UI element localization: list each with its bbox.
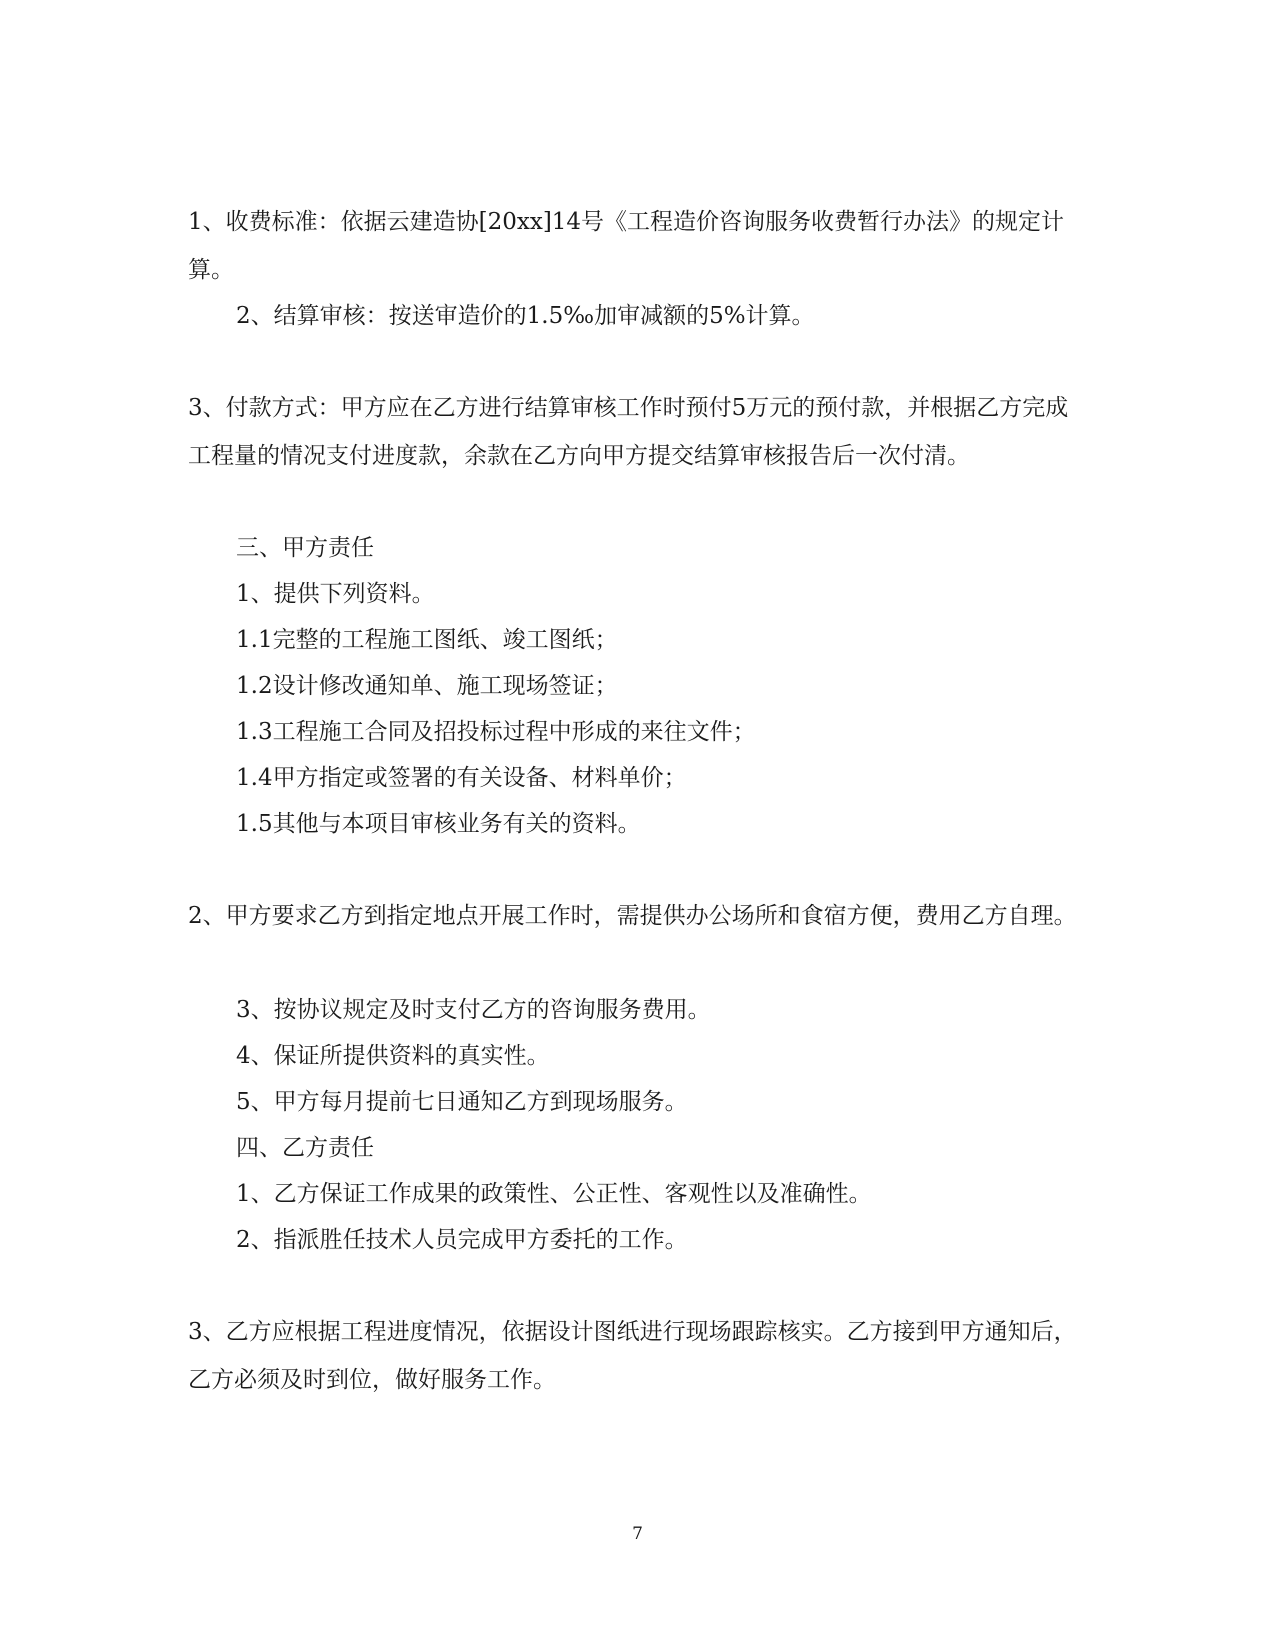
paragraph-item-1-4: 1.4甲方指定或签署的有关设备、材料单价； bbox=[236, 765, 687, 791]
paragraph-party-b-onsite: 3、乙方应根据工程进度情况，依据设计图纸进行现场跟踪核实。乙方接到甲方通知后，乙方必须及时到位，做好服务工作。 bbox=[188, 1319, 1077, 1393]
paragraph-item-1-2: 1.2设计修改通知单、施工现场签证； bbox=[236, 673, 618, 699]
paragraph-party-a-notice: 5、甲方每月提前七日通知乙方到现场服务。 bbox=[236, 1089, 688, 1115]
paragraph-provide-materials: 1、提供下列资料。 bbox=[236, 581, 435, 607]
paragraph-item-1-1: 1.1完整的工程施工图纸、竣工图纸； bbox=[236, 627, 618, 653]
page-number: 7 bbox=[632, 1524, 643, 1544]
paragraph-party-a-office: 2、甲方要求乙方到指定地点开展工作时，需提供办公场所和食宿方便，费用乙方自理。 bbox=[188, 903, 1077, 929]
paragraph-party-b-staff: 2、指派胜任技术人员完成甲方委托的工作。 bbox=[236, 1227, 688, 1253]
paragraph-settlement-audit: 2、结算审核：按送审造价的1.5‰加审减额的5%计算。 bbox=[236, 303, 815, 329]
paragraph-item-1-3: 1.3工程施工合同及招投标过程中形成的来往文件； bbox=[236, 719, 756, 745]
heading-party-b-responsibility: 四、乙方责任 bbox=[236, 1135, 374, 1161]
paragraph-item-1-5: 1.5其他与本项目审核业务有关的资料。 bbox=[236, 811, 641, 837]
paragraph-payment-method: 3、付款方式：甲方应在乙方进行结算审核工作时预付5万元的预付款，并根据乙方完成工程量的情况支付进度款，余款在乙方向甲方提交结算审核报告后一次付清。 bbox=[188, 395, 1069, 469]
paragraph-party-b-guarantee: 1、乙方保证工作成果的政策性、公正性、客观性以及准确性。 bbox=[236, 1181, 872, 1207]
paragraph-party-a-payment: 3、按协议规定及时支付乙方的咨询服务费用。 bbox=[236, 997, 711, 1023]
paragraph-party-a-authenticity: 4、保证所提供资料的真实性。 bbox=[236, 1043, 550, 1069]
paragraph-fee-standard: 1、收费标准：依据云建造协[20xx]14号《工程造价咨询服务收费暂行办法》的规定计算。 bbox=[188, 209, 1065, 283]
heading-party-a-responsibility: 三、甲方责任 bbox=[236, 535, 374, 561]
